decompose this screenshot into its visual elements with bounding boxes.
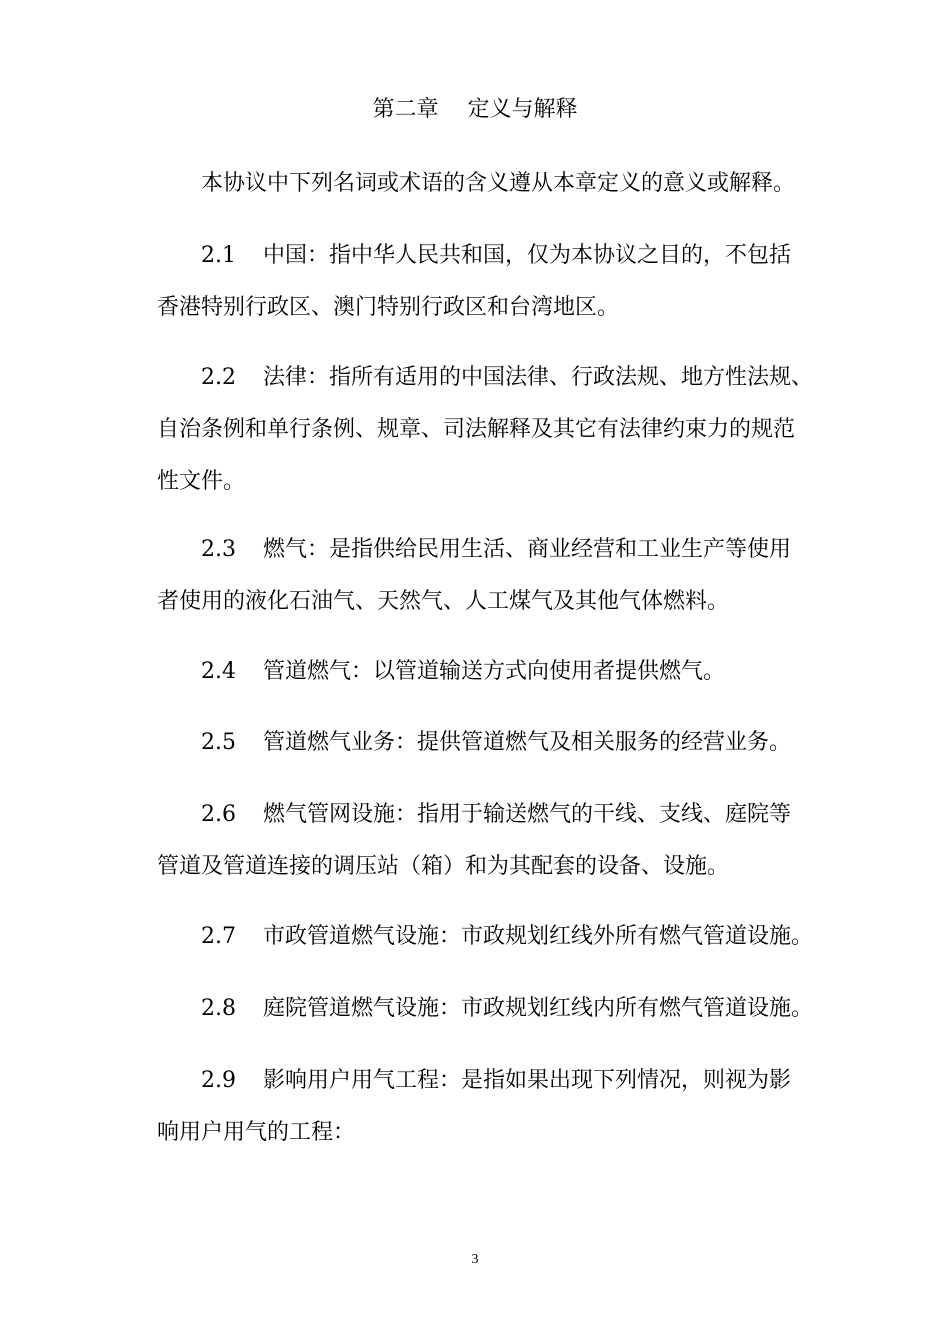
definition-text: 庭院管道燃气设施：市政规划红线内所有燃气管道设施。 (263, 996, 814, 1021)
definition-text: 性文件。 (157, 469, 246, 494)
definition-number: 2.9 (201, 1068, 236, 1093)
definition-number: 2.5 (201, 730, 236, 755)
definition-number: 2.2 (201, 365, 236, 390)
definition-2-6 (157, 789, 817, 893)
intro-paragraph (157, 158, 817, 210)
definition-number: 2.3 (201, 537, 236, 562)
definition-number: 2.7 (201, 924, 236, 949)
definition-text: 燃气管网设施：指用于输送燃气的干线、支线、庭院等 (263, 802, 792, 827)
definition-2-3 (157, 524, 817, 628)
definition-text: 影响用户用气工程：是指如果出现下列情况，则视为影 (263, 1068, 792, 1093)
definition-text: 香港特别行政区、澳门特别行政区和台湾地区。 (157, 295, 620, 320)
definition-text: 燃气：是指供给民用生活、商业经营和工业生产等使用 (263, 537, 792, 562)
definition-number: 2.6 (201, 802, 236, 827)
definition-text: 管道燃气：以管道输送方式向使用者提供燃气。 (263, 659, 726, 684)
intro-text: 本协议中下列名词或术语的含义遵从本章定义的意义或解释。 (201, 171, 796, 196)
definition-text: 中国：指中华人民共和国，仅为本协议之目的，不包括 (263, 243, 792, 268)
definition-text: 者使用的液化石油气、天然气、人工煤气及其他气体燃料。 (157, 589, 730, 614)
definition-text: 市政管道燃气设施：市政规划红线外所有燃气管道设施。 (263, 924, 814, 949)
definition-text: 管道燃气业务：提供管道燃气及相关服务的经营业务。 (263, 730, 792, 755)
definition-2-4 (157, 646, 817, 698)
definition-2-7 (157, 911, 817, 963)
definition-2-8 (157, 983, 817, 1035)
definition-number: 2.8 (201, 996, 236, 1021)
definition-text: 管道及管道连接的调压站（箱）和为其配套的设备、设施。 (157, 854, 730, 879)
definition-text: 自治条例和单行条例、规章、司法解释及其它有法律约束力的规范 (157, 417, 796, 442)
definition-text: 响用户用气的工程： (157, 1120, 356, 1145)
page-number: 3 (471, 1252, 479, 1267)
definition-text: 法律：指所有适用的中国法律、行政法规、地方性法规、 (263, 365, 814, 390)
definition-2-9 (157, 1055, 817, 1159)
definition-2-5 (157, 717, 817, 769)
definition-number: 2.4 (201, 659, 236, 684)
chapter-title: 第二章 定义与解释 (372, 97, 578, 122)
definition-number: 2.1 (201, 243, 236, 268)
definition-2-2 (157, 352, 817, 508)
definition-2-1 (157, 230, 817, 334)
